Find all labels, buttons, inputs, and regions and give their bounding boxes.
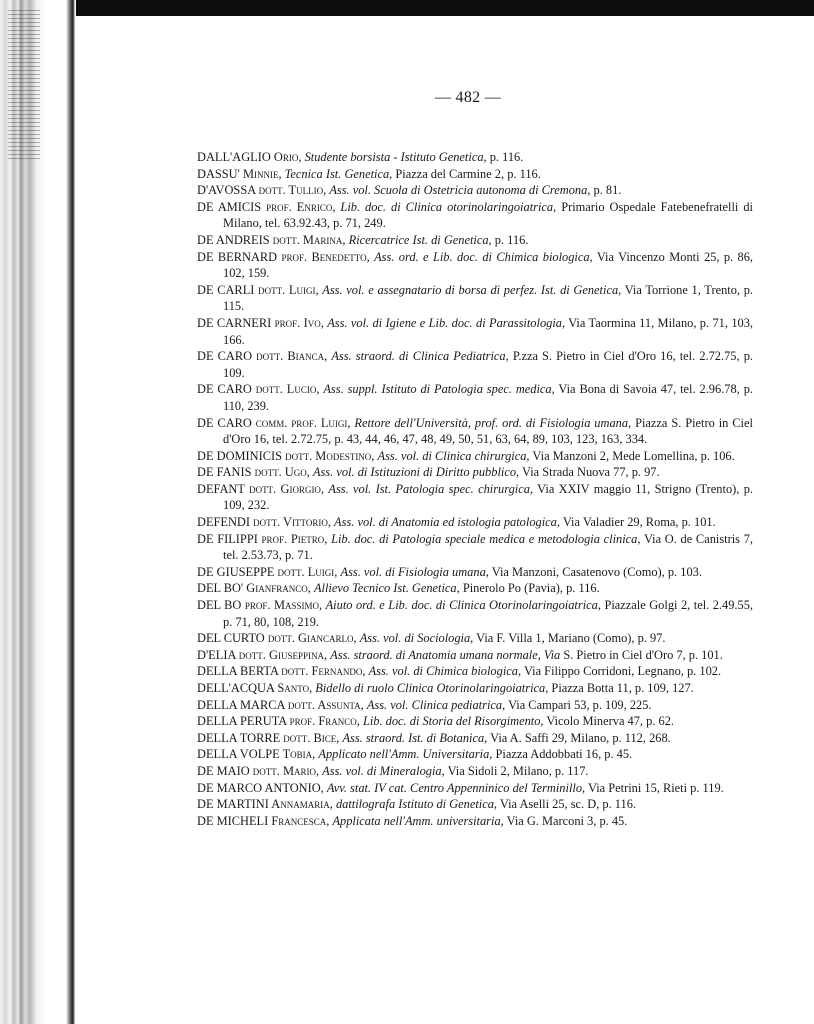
directory-entries [197,149,753,829]
directory-entry [197,564,753,581]
directory-entry [197,166,753,183]
entry-role: Ass. vol. di Sociologia, [359,631,474,646]
entry-detail: p. 116. [489,150,524,164]
entry-detail: p. 116. [494,232,529,247]
entry-role: Allievo Tecnico Ist. Genetica, [313,581,460,596]
entry-name: DE CARNERI prof. Ivo, [197,315,324,330]
directory-entry [197,713,753,730]
entry-name: DEFENDI dott. Vittorio, [197,515,331,530]
entry-role: Ass. straord. di Anatomia umana normale, Via [330,647,561,662]
entry-detail: Via Bona di Savoia 47, tel. 2.96.78, p. 110, 239. [223,382,753,413]
entry-role: Ass. straord. Ist. di Botanica, [342,730,488,745]
entry-name: DE DOMINICIS dott. Modestino, [197,448,375,463]
entry-detail: Primario Ospedale Fatebenefratelli di Milano, tel. 63.92.43, p. 71, 249. [223,199,753,231]
entry-role: Rettore dell'Università, prof. ord. di Fisiologia umana, [354,415,632,430]
directory-entry [197,415,753,448]
directory-entry [197,630,753,647]
entry-detail: Pinerolo Po (Pavia), p. 116. [462,581,600,596]
directory-entry [197,232,753,249]
entry-detail: Piazzale Golgi 2, tel. 2.49.55, p. 71, 80, 108, 219. [223,598,754,629]
entry-role: Tecnica Ist. Genetica, [284,166,393,181]
entry-name: DE MAIO dott. Mario, [197,763,320,778]
entry-detail: Via Valadier 29, Roma, p. 101. [562,515,716,530]
entry-name: DE BERNARD prof. Benedetto, [197,249,370,264]
entry-name: DEL CURTO dott. Giancarlo, [197,631,357,646]
entry-name: DE CARLI dott. Luigi, [197,282,319,297]
directory-entry [197,730,753,747]
entry-name: DELL'ACQUA Santo, [197,681,313,695]
entry-role: Ricercatrice Ist. di Genetica, [348,232,492,247]
directory-entry [197,780,753,797]
entry-role: Aiuto ord. e Lib. doc. di Clinica Otorinolaringoiatrica, [325,598,601,613]
directory-entry [197,381,753,414]
entry-name: DE FANIS dott. Ugo, [197,465,310,480]
directory-entry [197,663,753,680]
entry-name: DELLA TORRE dott. Bice, [197,730,340,745]
directory-entry [197,514,753,531]
directory-entry [197,796,753,813]
entry-name: DE GIUSEPPE dott. Luigi, [197,564,338,579]
entry-name: DE CARO dott. Lucio, [197,382,320,397]
entry-role: Ass. vol. e assegnatario di borsa di perfez. Ist. di Genetica, [322,282,622,297]
entry-detail: Via Aselli 25, sc. D, p. 116. [499,797,637,812]
directory-entry [197,249,753,282]
entry-name: DE CARO comm. prof. Luigi, [197,415,351,430]
entry-name: DELLA PERUTA prof. Franco, [197,714,360,729]
entry-detail: Via A. Saffi 29, Milano, p. 112, 268. [490,730,671,745]
directory-entry [197,647,753,664]
entry-detail: Via Manzoni 2, Mede Lomellina, p. 106. [532,448,735,463]
entry-role: dattilografa Istituto di Genetica, [335,797,498,812]
directory-entry [197,464,753,481]
entry-role: Lib. doc. di Patologia speciale medica e metodologia clinica, [331,531,641,546]
entry-role: Bidello di ruolo Clinica Otorinolaringoiatrica, [315,681,549,695]
entry-detail: Via Vincenzo Monti 25, p. 86, 102, 159. [223,249,753,281]
entry-role: Avv. stat. IV cat. Centro Appenninico del Terminillo, [326,780,586,795]
entry-detail: p. 81. [593,183,622,198]
entry-role: Ass. suppl. Istituto di Patologia spec. medica, [323,382,555,397]
entry-role: Ass. vol. di Chimica biologica, [368,664,522,679]
entry-detail: Via F. Villa 1, Mariano (Como), p. 97. [476,631,666,646]
entry-name: DE MICHELI Francesca, [197,813,330,828]
entry-name: DEFANT dott. Giorgio, [197,481,325,496]
entry-role: Ass. vol. Scuola di Ostetricia autonoma di Cremona, [329,183,591,198]
entry-detail: Via Manzoni, Casatenovo (Como), p. 103. [491,564,702,579]
entry-detail: Via O. de Canistris 7, tel. 2.53.73, p. 71. [223,531,753,563]
directory-entry [197,580,753,597]
page-number: — 482 — [434,89,502,106]
directory-entry [197,315,753,348]
entry-detail: Via Strada Nuova 77, p. 97. [522,465,660,480]
entry-detail: Piazza del Carmine 2, p. 116. [395,166,541,181]
directory-entry [197,282,753,315]
entry-role: Lib. doc. di Storia del Risorgimento, [362,714,544,729]
entry-role: Ass. vol. di Istituzioni di Diritto pubblico, [312,465,520,480]
entry-detail: Via Torrione 1, Trento, p. 115. [223,282,753,314]
entry-name: DELLA VOLPE Tobia, [197,747,316,762]
entry-detail: Via Campari 53, p. 109, 225. [508,697,652,712]
directory-entry [197,182,753,199]
entry-detail: Vicolo Minerva 47, p. 62. [546,714,675,729]
entry-detail: Piazza Addobbati 16, p. 45. [495,747,633,762]
entry-role: Ass. straord. di Clinica Pediatrica, [331,349,509,364]
entry-role: Ass. ord. e Lib. doc. di Chimica biologica, [374,249,593,264]
entry-name: DASSU' Minnie, [197,166,282,181]
entry-role: Ass. vol. Clinica pediatrica, [366,697,506,712]
entry-role: Ass. vol. Ist. Patologia spec. chirurgica, [328,481,534,496]
entry-role: Lib. doc. di Clinica otorinolaringoiatrica, [340,199,557,214]
directory-entry [197,531,753,564]
entry-name: DE MARCO ANTONIO, [197,780,324,795]
entry-name: DALL'AGLIO Orio, [197,150,302,164]
entry-name: DE CARO dott. Bianca, [197,349,328,364]
directory-entry [197,448,753,465]
entry-role: Ass. vol. di Clinica chirurgica, [377,448,530,463]
entry-detail: P.zza S. Pietro in Ciel d'Oro 16, tel. 2.72.75, p. 109. [223,349,753,380]
entry-name: D'AVOSSA dott. Tullio, [197,183,327,198]
entry-detail: Via Sidoli 2, Milano, p. 117. [447,763,589,778]
entry-name: DE MARTINI Annamaria, [197,797,333,812]
entry-role: Applicata nell'Amm. universitaria, [332,813,504,828]
entry-detail: Via Taormina 11, Milano, p. 71, 103, 166. [223,315,753,347]
directory-entry [197,597,753,630]
entry-role: Ass. vol. di Mineralogia, [322,763,445,778]
entry-role: Ass. vol. di Fisiologia umana, [340,564,489,579]
directory-entry [197,746,753,763]
scan-binding-edge [0,0,76,1024]
entry-name: DE AMICIS prof. Enrico, [197,199,336,214]
directory-entry [197,763,753,780]
entry-role: Ass. vol. di Igiene e Lib. doc. di Parassitologia, [327,315,566,330]
entry-name: DELLA MARCA dott. Assunta, [197,697,364,712]
entry-detail: Via XXIV maggio 11, Strigno (Trento), p. 109, 232. [223,481,753,513]
entry-detail: S. Pietro in Ciel d'Oro 7, p. 101. [563,647,723,662]
entry-role: Ass. vol. di Anatomia ed istologia patologica, [334,515,560,530]
entry-name: D'ELIA dott. Giuseppina, [197,647,328,662]
entry-detail: Via Filippo Corridoni, Legnano, p. 102. [523,664,722,679]
directory-entry [197,680,753,697]
entry-detail: Piazza Botta 11, p. 109, 127. [551,681,694,695]
entry-name: DELLA BERTA dott. Fernando, [197,664,366,679]
directory-entry [197,149,753,166]
entry-name: DEL BO prof. Massimo, [197,598,323,613]
scan-top-border [0,0,814,16]
directory-entry [197,348,753,381]
entry-detail: Piazza S. Pietro in Ciel d'Oro 16, tel. 2.72.75, p. 43, 44, 46, 47, 48, 49, 50, 51, 63, 64, 89, 103, 123, 163, 334. [223,415,753,447]
directory-entry [197,199,753,232]
entry-name: DE ANDREIS dott. Marina, [197,232,346,247]
entry-detail: Via G. Marconi 3, p. 45. [506,813,628,828]
directory-entry [197,481,753,514]
entry-role: Applicato nell'Amm. Universitaria, [318,747,493,762]
entry-detail: Via Petrini 15, Rieti p. 119. [588,780,724,795]
entry-name: DE FILIPPI prof. Pietro, [197,531,328,546]
entry-name: DEL BO' Gianfranco, [197,581,311,596]
entry-role: Studente borsista - Istituto Genetica, [304,150,487,164]
directory-entry [197,813,753,830]
directory-entry [197,697,753,714]
